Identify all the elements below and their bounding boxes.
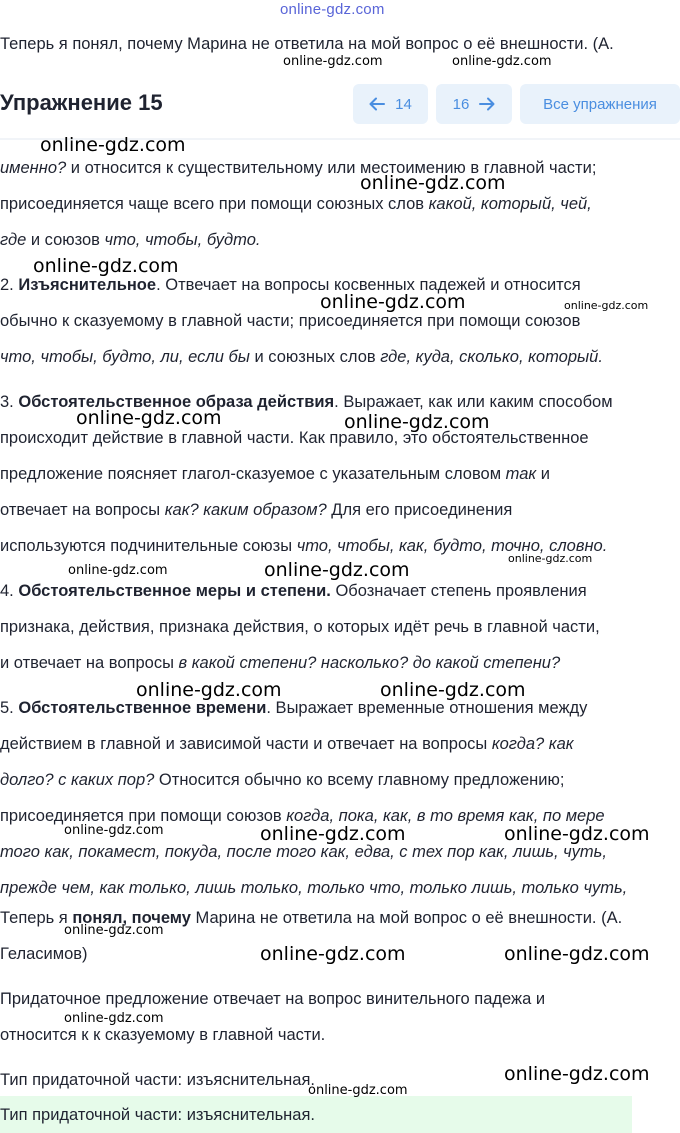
top-watermark: online-gdz.com <box>280 1 385 18</box>
theory-line: именно? и относится к существительному или местоимению в главной части; <box>0 159 597 177</box>
theory-line: 3. Обстоятельственное образа действия. Выражает, как или каким способом <box>0 393 613 411</box>
theory-line: 5. Обстоятельственное времени. Выражает временные отношения между <box>0 699 588 717</box>
watermark: online-gdz.com <box>40 134 186 156</box>
watermark: online-gdz.com <box>504 943 650 965</box>
theory-line: присоединяется при помощи союзов когда, пока, как, в то время как, по мере <box>0 807 605 825</box>
theory-line: долго? с каких пор? Относится обычно ко всему главному предложению; <box>0 771 565 789</box>
watermark: online-gdz.com <box>68 563 168 578</box>
watermark: online-gdz.com <box>380 679 526 701</box>
theory-line: происходит действие в главной части. Как правило, это обстоятельственное <box>0 429 589 447</box>
watermark: online-gdz.com <box>64 823 164 838</box>
theory-line: 4. Обстоятельственное меры и степени. Обозначает степень проявления <box>0 582 587 600</box>
watermark: online-gdz.com <box>64 1011 164 1026</box>
theory-line: действием в главной и зависимой части и отвечает на вопросы когда? как <box>0 735 574 753</box>
preview-text: Теперь я понял, почему Марина не ответила на мой вопрос о её внешности. (А. <box>0 35 614 53</box>
theory-line: отвечает на вопросы как? каким образом? Для его присоединения <box>0 501 513 519</box>
all-exercises-button[interactable]: Все упражнения <box>520 84 680 124</box>
watermark: online-gdz.com <box>308 1083 408 1098</box>
theory-line: что, чтобы, будто, ли, если бы и союзных слов где, куда, сколько, который. <box>0 348 603 366</box>
page-title: Упражнение 15 <box>0 90 163 115</box>
watermark: online-gdz.com <box>504 823 650 845</box>
answer-type-highlighted: Тип придаточной части: изъяснительная. <box>0 1106 315 1124</box>
theory-line: где и союзов что, чтобы, будто. <box>0 231 261 249</box>
watermark: online-gdz.com <box>452 54 552 69</box>
theory-line: используются подчинительные союзы что, чтобы, как, будто, точно, словно. <box>0 537 608 555</box>
watermark: online-gdz.com <box>136 679 282 701</box>
watermark: online-gdz.com <box>260 823 406 845</box>
arrow-right-icon <box>479 97 495 111</box>
theory-line: признака, действия, признака действия, о которых идёт речь в главной части, <box>0 618 600 636</box>
theory-line: предложение поясняет глагол-сказуемое с указательным словом так и <box>0 465 550 483</box>
watermark: online-gdz.com <box>64 923 164 938</box>
watermark: online-gdz.com <box>344 411 490 433</box>
answer-type: Тип придаточной части: изъяснительная. <box>0 1071 315 1089</box>
answer-explanation: Придаточное предложение отвечает на вопрос винительного падежа и <box>0 990 546 1008</box>
prev-exercise-button[interactable] <box>353 84 428 124</box>
watermark: online-gdz.com <box>76 407 222 429</box>
answer-sentence-author: Геласимов) <box>0 945 88 963</box>
watermark: online-gdz.com <box>564 299 649 312</box>
watermark: online-gdz.com <box>320 291 466 313</box>
theory-line: 2. Изъяснительное. Отвечает на вопросы косвенных падежей и относится <box>0 276 581 294</box>
answer-explanation: относится к к сказуемому в главной части. <box>0 1026 326 1044</box>
next-exercise-label: 16 <box>452 95 470 113</box>
theory-line: прежде чем, как только, лишь только, только что, только лишь, только чуть, <box>0 879 628 897</box>
theory-line: обычно к сказуемому в главной части; присоединяется при помощи союзов <box>0 312 581 330</box>
watermark: online-gdz.com <box>360 172 506 194</box>
theory-line: присоединяется чаще всего при помощи союзных слов какой, который, чей, <box>0 195 592 213</box>
arrow-left-icon <box>369 97 385 111</box>
next-exercise-button[interactable] <box>436 84 512 124</box>
prev-exercise-label: 14 <box>395 95 412 113</box>
theory-line: того как, покамест, покуда, после того как, едва, с тех пор как, лишь, чуть, <box>0 843 607 861</box>
watermark: online-gdz.com <box>283 54 383 69</box>
answer-sentence: Теперь я понял, почему Марина не ответила на мой вопрос о её внешности. (А. <box>0 909 623 927</box>
watermark: online-gdz.com <box>504 1063 650 1085</box>
watermark: online-gdz.com <box>260 943 406 965</box>
theory-line: и отвечает на вопросы в какой степени? насколько? до какой степени? <box>0 654 561 672</box>
watermark: online-gdz.com <box>264 559 410 581</box>
watermark: online-gdz.com <box>33 255 179 277</box>
watermark: online-gdz.com <box>508 552 593 565</box>
